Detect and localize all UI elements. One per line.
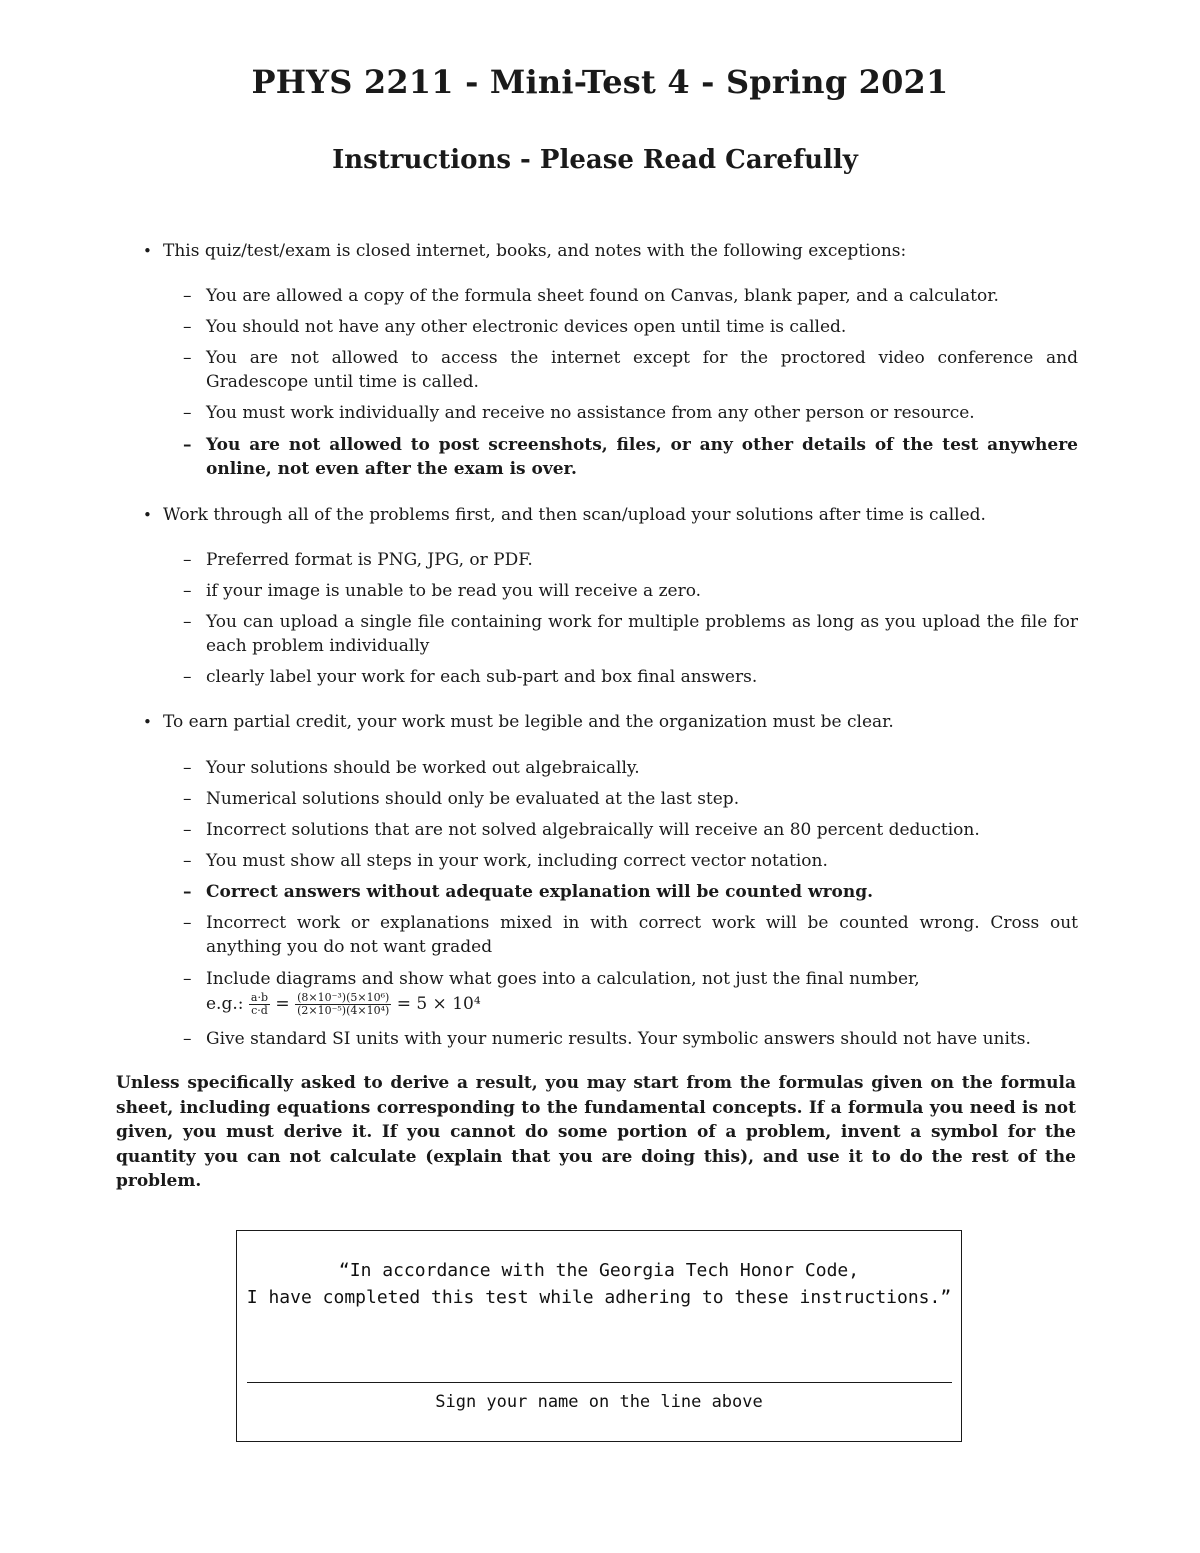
dash-icon: – xyxy=(183,851,192,871)
example-prefix: e.g.: xyxy=(206,994,244,1014)
list-item-emphasis: – You are not allowed to post screenshots, files, or any other details of the test anywhere online, not even after the exam is over. xyxy=(183,435,1078,479)
section-heading-restrictions: • This quiz/test/exam is closed internet, books, and notes with the following exceptions: xyxy=(143,241,907,261)
signature-line[interactable] xyxy=(247,1382,952,1383)
dash-icon: – xyxy=(183,758,192,778)
dash-icon: – xyxy=(183,286,192,306)
dash-icon: – xyxy=(183,612,192,632)
dash-icon: – xyxy=(183,348,192,368)
dash-icon: – xyxy=(183,317,192,337)
dash-icon: – xyxy=(183,550,192,570)
dash-icon: – xyxy=(183,667,192,687)
example-equals: = xyxy=(275,994,290,1014)
bullet-icon: • xyxy=(143,506,152,524)
list-item: – clearly label your work for each sub-part and box final answers. xyxy=(183,667,758,687)
bullet-icon: • xyxy=(143,242,152,260)
dash-icon: – xyxy=(183,435,192,455)
dash-icon: – xyxy=(183,581,192,601)
example-lhs-denominator: c·d xyxy=(251,1004,268,1017)
dash-icon: – xyxy=(183,882,192,902)
example-lhs-numerator: a·b xyxy=(250,991,268,1004)
list-item: – You can upload a single file containing work for multiple problems as long as you upload the file for each problem individually xyxy=(183,612,1078,656)
section-heading-upload: • Work through all of the problems first, and then scan/upload your solutions after time is called. xyxy=(143,505,986,525)
example-rhs-fraction xyxy=(295,992,391,1017)
list-item: – Numerical solutions should only be evaluated at the last step. xyxy=(183,789,740,809)
list-item: – Incorrect work or explanations mixed in with correct work will be counted wrong. Cross out anything you do not want graded xyxy=(183,913,1078,957)
list-item: – if your image is unable to be read you will receive a zero. xyxy=(183,581,702,601)
page-title: PHYS 2211 - Mini-Test 4 - Spring 2021 xyxy=(251,63,949,101)
list-item: – You must show all steps in your work, including correct vector notation. xyxy=(183,851,828,871)
list-item: – You are not allowed to access the internet except for the proctored video conference and Gradescope until time is called. xyxy=(183,348,1078,392)
example-rhs-denominator: (2×10⁻⁵)(4×10⁴) xyxy=(297,1004,390,1017)
section-heading-partial-credit: • To earn partial credit, your work must be legible and the organization must be clear. xyxy=(143,712,894,732)
dash-icon: – xyxy=(183,403,192,423)
dash-icon: – xyxy=(183,820,192,840)
example-rhs-numerator: (8×10⁻³)(5×10⁶) xyxy=(297,991,390,1004)
list-item: – Include diagrams and show what goes into a calculation, not just the final number, xyxy=(183,969,920,989)
dash-icon: – xyxy=(183,913,192,933)
honor-code-line-1: “In accordance with the Georgia Tech Honor Code, xyxy=(338,1260,860,1281)
example-result: = 5 × 10⁴ xyxy=(396,994,481,1014)
list-item: – You must work individually and receive no assistance from any other person or resource. xyxy=(183,403,975,423)
honor-code-line-2: I have completed this test while adhering to these instructions.” xyxy=(246,1287,952,1308)
list-item: – Preferred format is PNG, JPG, or PDF. xyxy=(183,550,533,570)
bullet-icon: • xyxy=(143,713,152,731)
list-item: – Your solutions should be worked out algebraically. xyxy=(183,758,640,778)
calculation-example xyxy=(206,992,706,1017)
honor-code-statement xyxy=(237,1257,961,1311)
list-item: – Give standard SI units with your numeric results. Your symbolic answers should not have units. xyxy=(183,1029,1031,1049)
dash-icon: – xyxy=(183,1029,192,1049)
derivation-notice: Unless specifically asked to derive a result, you may start from the formulas given on the formula sheet, including equations corresponding to the fundamental concepts. If a formula you need is not given, you must derive it. If you cannot do some portion of a problem, invent a symbol for the quantity you can not calculate (explain that you are doing this), and use it to do the rest of the problem. xyxy=(116,1073,1076,1191)
dash-icon: – xyxy=(183,789,192,809)
dash-icon: – xyxy=(183,969,192,989)
example-lhs-fraction xyxy=(249,992,270,1017)
page-subtitle: Instructions - Please Read Carefully xyxy=(332,145,858,175)
list-item-emphasis: – Correct answers without adequate explanation will be counted wrong. xyxy=(183,882,874,902)
list-item: – You should not have any other electronic devices open until time is called. xyxy=(183,317,847,337)
signature-label: Sign your name on the line above xyxy=(435,1392,763,1412)
list-item: – Incorrect solutions that are not solved algebraically will receive an 80 percent deduction. xyxy=(183,820,980,840)
list-item: – You are allowed a copy of the formula sheet found on Canvas, blank paper, and a calculator. xyxy=(183,286,999,306)
